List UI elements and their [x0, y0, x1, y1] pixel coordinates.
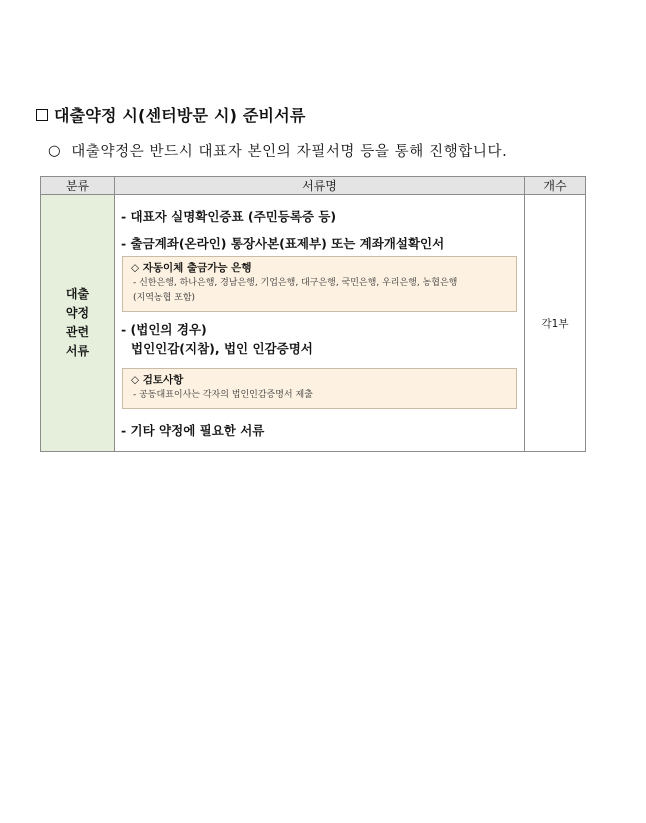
note-box-banks — [122, 256, 517, 312]
category-line: 관련 — [65, 325, 90, 339]
note-title: ◇ 자동이체 출금가능 은행 — [131, 262, 252, 274]
note-box-review — [122, 368, 517, 409]
document-item: 법인인감(지참), 법인 인감증명서 — [131, 341, 313, 356]
category-cell — [41, 195, 115, 452]
document-item: - 대표자 실명확인증표 (주민등록증 등) — [121, 209, 337, 224]
header-document-name: 서류명 — [115, 177, 525, 195]
note-line: - 공동대표이사는 각자의 법인인감증명서 제출 — [133, 390, 313, 400]
section-title — [36, 103, 306, 126]
circle-bullet-icon: ○ — [48, 142, 62, 159]
document-item: - 출금계좌(온라인) 통장사본(표제부) 또는 계좌개설확인서 — [121, 236, 445, 251]
square-bullet-icon — [36, 109, 48, 121]
documents-cell — [115, 195, 525, 452]
lead-text: 대출약정은 반드시 대표자 본인의 자필서명 등을 통해 진행합니다. — [71, 144, 508, 160]
table-row — [41, 195, 586, 452]
documents-table — [40, 176, 586, 452]
document-item: - 기타 약정에 필요한 서류 — [121, 423, 265, 438]
count-cell: 각1부 — [525, 195, 586, 452]
category-line: 대출 — [65, 287, 90, 301]
note-title: ◇ 검토사항 — [131, 374, 184, 386]
category-line: 서류 — [65, 344, 90, 358]
header-count: 개수 — [525, 177, 586, 195]
note-line: - 신한은행, 하나은행, 경남은행, 기업은행, 대구은행, 국민은행, 우리은행, 농협은행 — [133, 278, 458, 288]
table-header-row — [41, 177, 586, 195]
lead-sentence — [48, 140, 507, 161]
note-line: (지역농협 포함) — [133, 293, 196, 303]
header-category: 분류 — [41, 177, 115, 195]
document-item: - (법인의 경우) — [121, 322, 207, 337]
section-title-text: 대출약정 시(센터방문 시) 준비서류 — [54, 106, 306, 125]
category-line: 약정 — [65, 306, 90, 320]
